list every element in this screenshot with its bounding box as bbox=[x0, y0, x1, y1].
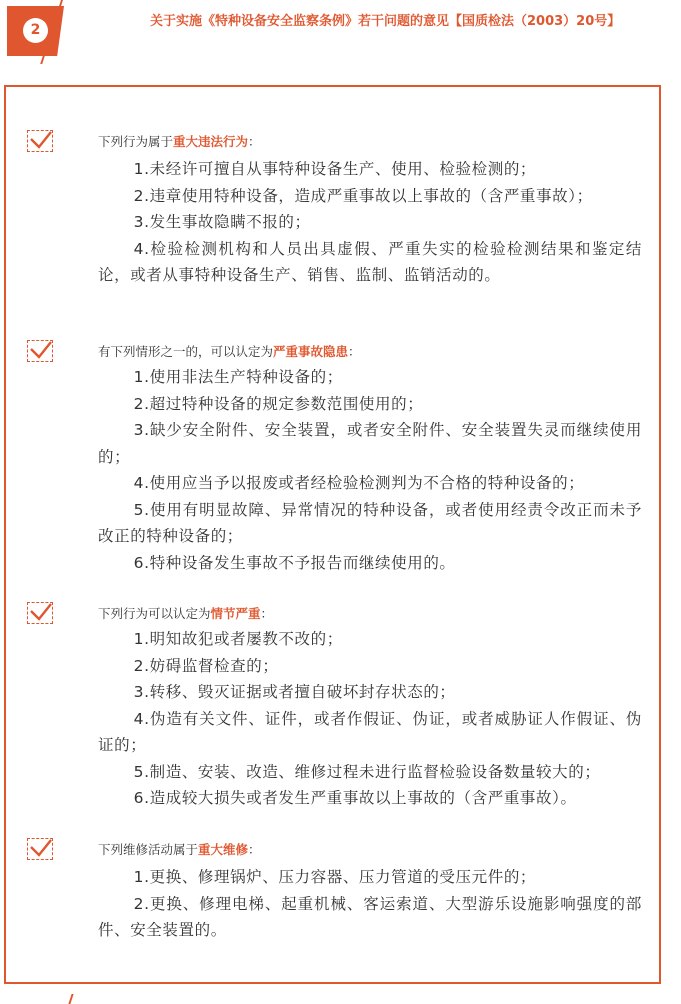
checkbox-check-icon bbox=[27, 838, 53, 860]
list-item: 3.缺少安全附件、安全装置，或者安全附件、安全装置失灵而继续使用的； bbox=[98, 421, 642, 466]
header-title: 关于实施《特种设备安全监察条例》若干问题的意见【国质检法（2003）20号】 bbox=[150, 14, 621, 29]
item-list bbox=[98, 864, 642, 944]
list-item: 6.造成较大损失或者发生严重事故以上事故的（含严重事故）。 bbox=[133, 789, 577, 807]
list-item: 1.使用非法生产特种设备的； bbox=[133, 368, 343, 386]
section-intro: 下列行为属于重大违法行为： bbox=[98, 134, 261, 149]
list-item: 6.特种设备发生事故不予报告而继续使用的。 bbox=[133, 553, 456, 572]
checkbox-check-icon bbox=[27, 130, 53, 152]
item-list bbox=[98, 364, 642, 576]
section-intro: 下列维修活动属于重大维修： bbox=[98, 842, 261, 857]
list-item: 1.明知故犯或者屡教不改的； bbox=[133, 630, 343, 648]
list-item: 2.违章使用特种设备，造成严重事故以上事故的（含严重事故）； bbox=[133, 186, 593, 205]
highlight-term: 重大维修 bbox=[198, 842, 249, 857]
list-item: 1.未经许可擅自从事特种设备生产、使用、检验检测的； bbox=[133, 160, 537, 178]
checkbox-check-icon bbox=[27, 340, 53, 362]
highlight-term: 重大违法行为 bbox=[173, 134, 249, 149]
list-item: 3.转移、毁灭证据或者擅自破坏封存状态的； bbox=[133, 683, 456, 701]
checkbox-check-icon bbox=[27, 602, 53, 624]
section-header bbox=[0, 0, 681, 62]
decorative-slash-bottom bbox=[68, 994, 73, 1004]
list-item: 1.更换、修理锅炉、压力容器、压力管道的受压元件的； bbox=[133, 868, 537, 886]
list-item: 3.发生事故隐瞒不报的； bbox=[133, 213, 311, 231]
list-item: 2.超过特种设备的规定参数范围使用的； bbox=[133, 394, 424, 413]
list-item: 4.伪造有关文件、证件，或者作假证、伪证，或者威胁证人作假证、伪证的； bbox=[98, 709, 642, 754]
section-number-badge: 2 bbox=[23, 18, 48, 43]
section-intro: 下列行为可以认定为情节严重： bbox=[98, 606, 274, 621]
list-item: 5.使用有明显故障、异常情况的特种设备，或者使用经责令改正而未予改正的特种设备的； bbox=[98, 500, 642, 545]
section-intro: 有下列情形之一的，可以认定为严重事故隐患： bbox=[98, 344, 361, 359]
list-item: 4.使用应当予以报废或者经检验检测判为不合格的特种设备的； bbox=[133, 474, 585, 492]
highlight-term: 严重事故隐患 bbox=[273, 344, 349, 359]
list-item: 5.制造、安装、改造、维修过程未进行监督检验设备数量较大的； bbox=[133, 762, 601, 781]
list-item: 2.更换、修理电梯、起重机械、客运索道、大型游乐设施影响强度的部件、安全装置的。 bbox=[98, 894, 642, 939]
highlight-term: 情节严重 bbox=[210, 606, 261, 621]
item-list bbox=[98, 626, 642, 812]
item-list bbox=[98, 156, 642, 289]
list-item: 4.检验检测机构和人员出具虚假、严重失实的检验检测结果和鉴定结论，或者从事特种设备生产、销售、监制、监销活动的。 bbox=[98, 239, 642, 284]
list-item: 2.妨碍监督检查的； bbox=[133, 656, 279, 675]
